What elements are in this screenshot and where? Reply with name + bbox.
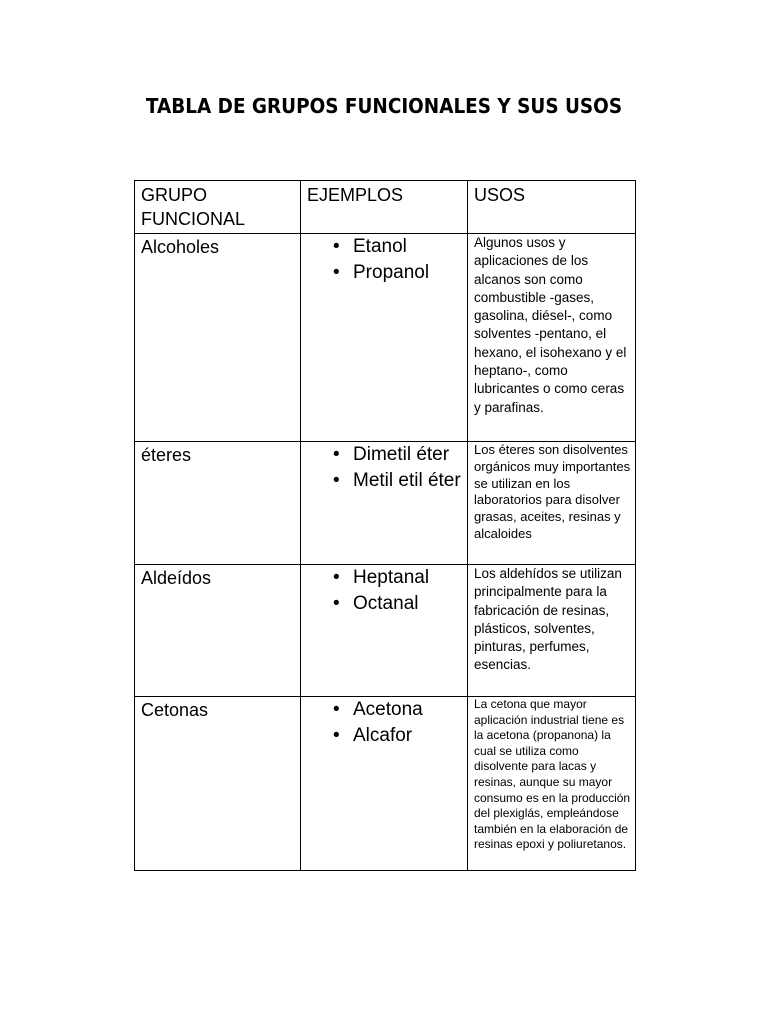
table-row — [135, 442, 636, 565]
example-label: Alcafor — [353, 725, 413, 746]
example-label: Octanal — [353, 593, 419, 614]
example-item — [307, 723, 463, 749]
uses-cell: Los aldehídos se utilizan principalmente para la fabricación de resinas, plásticos, solventes, pinturas, perfumes, esencias. — [468, 565, 636, 697]
example-item — [307, 234, 463, 260]
group-name-cell: Aldeídos — [135, 565, 301, 697]
bullet-icon: • — [333, 567, 340, 588]
group-name-cell: Alcoholes — [135, 234, 301, 442]
examples-cell — [301, 234, 468, 442]
example-label: Propanol — [353, 262, 430, 283]
table-row — [135, 234, 636, 442]
examples-list — [307, 697, 463, 749]
header-grupo-funcional: GRUPO FUNCIONAL — [135, 181, 301, 234]
example-label: Heptanal — [353, 567, 430, 588]
group-name-cell: Cetonas — [135, 697, 301, 871]
table-row — [135, 697, 636, 871]
example-label: Dimetil éter — [353, 444, 450, 465]
examples-list — [307, 442, 463, 494]
header-ejemplos: EJEMPLOS — [301, 181, 468, 234]
examples-cell — [301, 565, 468, 697]
bullet-icon: • — [333, 470, 340, 491]
examples-cell — [301, 697, 468, 871]
examples-cell — [301, 442, 468, 565]
bullet-icon: • — [333, 262, 340, 283]
examples-list — [307, 565, 463, 617]
uses-cell: Algunos usos y aplicaciones de los alcanos son como combustible -gases, gasolina, diésel-, como solventes -pentano, el hexano, el isohexano y el heptano-, como lubricantes o como ceras y parafinas. — [468, 234, 636, 442]
table-header-row — [135, 181, 636, 234]
example-item — [307, 697, 463, 723]
example-label: Acetona — [353, 699, 423, 720]
page-title: TABLA DE GRUPOS FUNCIONALES Y SUS USOS — [145, 94, 623, 118]
example-label: Etanol — [353, 236, 407, 257]
uses-cell: La cetona que mayor aplicación industrial tiene es la acetona (propanona) la cual se utiliza como disolvente para lacas y resinas, aunque su mayor consumo es en la producción del plexiglás, empleándose también en la elaboración de resinas epoxi y poliuretanos. — [468, 697, 636, 871]
bullet-icon: • — [333, 444, 340, 465]
example-item — [307, 565, 463, 591]
group-name-cell: éteres — [135, 442, 301, 565]
example-label: Metil etil éter — [353, 470, 461, 491]
table-row — [135, 565, 636, 697]
uses-cell: Los éteres son disolventes orgánicos muy importantes se utilizan en los laboratorios para disolver grasas, aceites, resinas y alcaloides — [468, 442, 636, 565]
header-usos: USOS — [468, 181, 636, 234]
bullet-icon: • — [333, 699, 340, 720]
example-item — [307, 442, 463, 468]
examples-list — [307, 234, 463, 286]
example-item — [307, 591, 463, 617]
example-item — [307, 260, 463, 286]
bullet-icon: • — [333, 236, 340, 257]
bullet-icon: • — [333, 725, 340, 746]
example-item — [307, 468, 463, 494]
bullet-icon: • — [333, 593, 340, 614]
functional-groups-table — [134, 180, 636, 871]
